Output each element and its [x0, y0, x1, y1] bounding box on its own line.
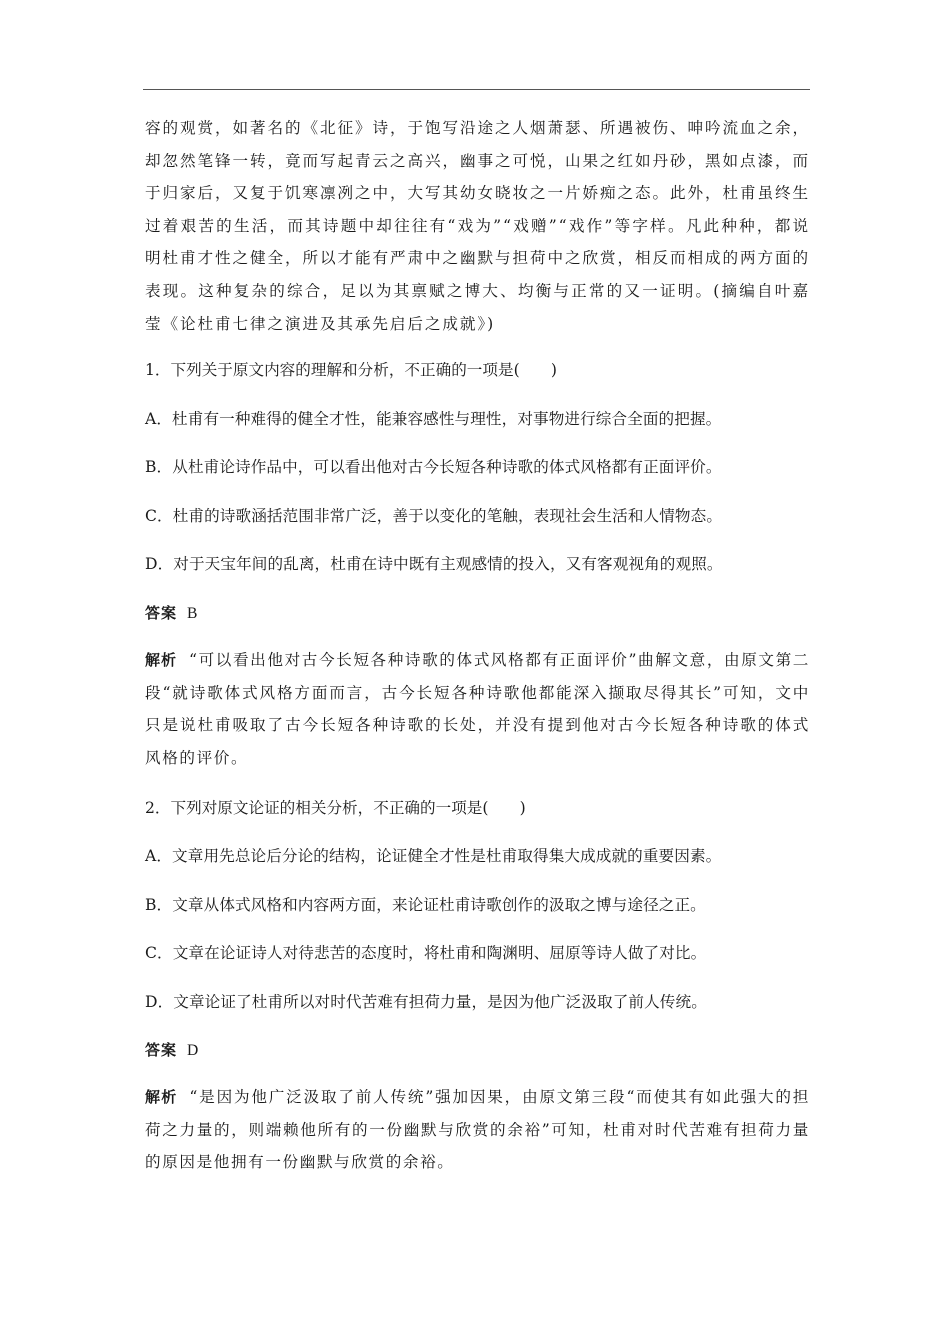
- question-2-option-c: C．文章在论证诗人对待悲苦的态度时，将杜甫和陶渊明、屈原等诗人做了对比。: [145, 944, 707, 962]
- analysis-label: 解析: [145, 651, 178, 669]
- question-1-stem: 1．下列关于原文内容的理解和分析，不正确的一项是( ): [145, 361, 557, 379]
- question-2-analysis: [145, 1081, 810, 1179]
- question-1-option-d: D．对于天宝年间的乱离，杜甫在诗中既有主观感情的投入，又有客观视角的观照。: [145, 555, 723, 573]
- answer-label: 答案: [145, 604, 178, 622]
- question-2-answer: [145, 1039, 810, 1062]
- analysis-label: 解析: [145, 1088, 178, 1106]
- analysis-text: “可以看出他对古今长短各种诗歌的体式风格都有正面评价”曲解文意，由原文第二段“就诗歌体式风格方面而言，古今长短各种诗歌他都能深入撷取尽得其长”可知，文中只是说杜甫吸取了古今长短各种诗歌的长处，并没有提到他对古今长短各种诗歌的体式风格的评价。: [145, 651, 810, 767]
- question-1-option-c: C．杜甫的诗歌涵括范围非常广泛，善于以变化的笔触，表现社会生活和人情物态。: [145, 507, 723, 525]
- question-2-option-d: D．文章论证了杜甫所以对时代苦难有担荷力量，是因为他广泛汲取了前人传统。: [145, 993, 707, 1011]
- question-1-option-a: A．杜甫有一种难得的健全才性，能兼容感性与理性，对事物进行综合全面的把握。: [145, 410, 722, 428]
- answer-label: 答案: [145, 1041, 178, 1059]
- question-1-analysis: [145, 644, 810, 774]
- question-2-option-b: B．文章从体式风格和内容两方面，来论证杜甫诗歌创作的汲取之博与途径之正。: [145, 896, 706, 914]
- question-1-answer: [145, 602, 810, 625]
- answer-value: B: [187, 605, 198, 622]
- passage-text: 容的观赏，如著名的《北征》诗，于饱写沿途之人烟萧瑟、所遇被伤、呻吟流血之余，却忽然笔锋一转，竟而写起青云之高兴，幽事之可悦，山果之红如丹砂，黑如点漆，而于归家后，又复于饥寒凛冽之中，大写其幼女晓妆之一片娇痴之态。此外，杜甫虽终生过着艰苦的生活，而其诗题中却往往有“戏为”“戏赠”“戏作”等字样。凡此种种，都说明杜甫才性之健全，所以才能有严肃中之幽默与担荷中之欣赏，相反而相成的两方面的表现。这种复杂的综合，足以为其禀赋之博大、均衡与正常的又一证明。(摘编自叶嘉莹《论杜甫七律之演进及其承先启后之成就》): [145, 119, 810, 333]
- analysis-text: “是因为他广泛汲取了前人传统”强加因果，由原文第三段“而使其有如此强大的担荷之力量的，则端赖他所有的一份幽默与欣赏的余裕”可知，杜甫对时代苦难有担荷力量的原因是他拥有一份幽默与欣赏的余裕。: [145, 1088, 810, 1172]
- answer-value: D: [187, 1042, 199, 1059]
- header-rule: [143, 89, 810, 90]
- question-2-option-a: A．文章用先总论后分论的结构，论证健全才性是杜甫取得集大成成就的重要因素。: [145, 847, 722, 865]
- question-1-option-b: B．从杜甫论诗作品中，可以看出他对古今长短各种诗歌的体式风格都有正面评价。: [145, 458, 722, 476]
- question-2-stem: 2．下列对原文论证的相关分析，不正确的一项是( ): [145, 799, 526, 817]
